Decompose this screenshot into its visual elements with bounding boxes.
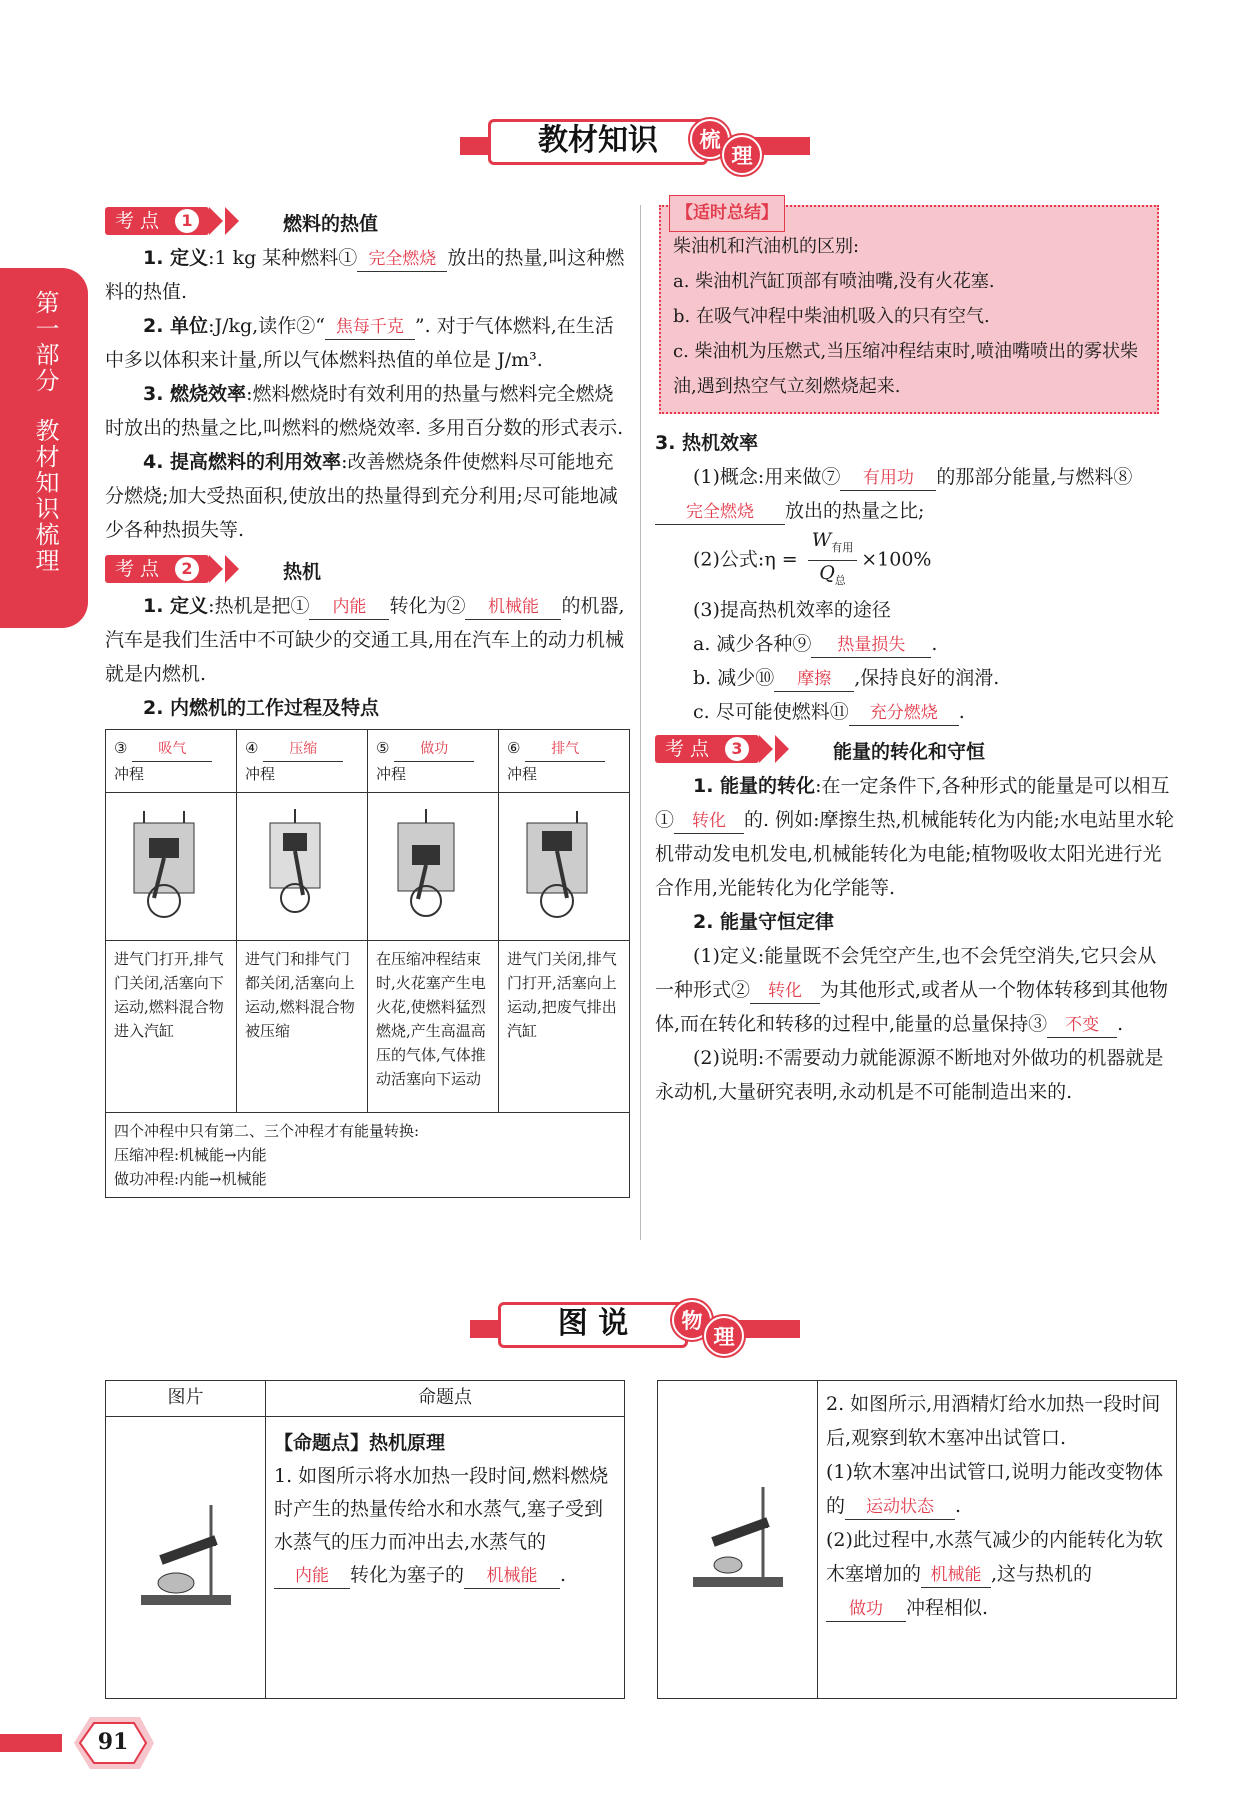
summary-line: b. 在吸气冲程中柴油机吸入的只有空气. bbox=[673, 306, 990, 327]
paragraph: 3. 燃烧效率:燃料燃烧时有效利用的热量与燃料完全燃烧时放出的热量之比,叫燃料的燃烧效率. 多用百分数的形式表示. bbox=[105, 383, 624, 439]
kaodian-number: 1 bbox=[175, 209, 199, 233]
answer: 排气 bbox=[525, 737, 605, 762]
page-number-badge bbox=[60, 1715, 156, 1771]
efficiency-title: 3. 热机效率 bbox=[655, 432, 759, 454]
question-cell bbox=[818, 1381, 1177, 1699]
stroke-cell: ④ 压缩 冲程 bbox=[237, 730, 368, 793]
experiment-image bbox=[658, 1381, 818, 1699]
banner-badge-2: 理 bbox=[704, 1316, 744, 1356]
engine-diagram-exhaust bbox=[499, 793, 630, 941]
tushuo-table-left bbox=[105, 1380, 625, 1699]
sidebar-tab bbox=[0, 268, 88, 628]
summary-box bbox=[659, 205, 1159, 414]
kaodian-label: 考 点 bbox=[105, 207, 209, 235]
answer: 做功 bbox=[394, 737, 474, 762]
engine-diagram-intake bbox=[106, 793, 237, 941]
stroke-desc: 进气门关闭,排气门打开,活塞向上运动,把废气排出汽缸 bbox=[499, 941, 630, 1113]
formula: (2)公式:η = $W_{有用}$ $Q_总$ ×100% bbox=[693, 529, 932, 587]
answer: 做功 bbox=[826, 1597, 906, 1622]
question-2-2: (2)此过程中,水蒸气减少的内能转化为软木塞增加的 机械能 ,这与热机的做功 冲程相似. bbox=[826, 1523, 1168, 1625]
right-column bbox=[655, 205, 1175, 1109]
sidebar-part: 第一部分 bbox=[31, 290, 59, 394]
answer: 完全燃烧 bbox=[655, 500, 785, 525]
answer: 充分燃烧 bbox=[849, 701, 959, 726]
paragraph: 2. 内燃机的工作过程及特点 bbox=[143, 697, 380, 719]
column-divider bbox=[640, 205, 641, 1240]
kaodian-2-header bbox=[105, 553, 630, 589]
stroke-cell: ③ 吸气 冲程 bbox=[106, 730, 237, 793]
paragraph: 2. 单位:J/kg,读作②“ 焦每千克 ”. 对于气体燃料,在生活中多以体积来计量,所以气体燃料热值的单位是 J/m³. bbox=[105, 315, 614, 371]
answer: 压缩 bbox=[263, 737, 343, 762]
engine-diagram-power bbox=[368, 793, 499, 941]
tushuo-table-right bbox=[657, 1380, 1177, 1699]
banner-title: 教材知识 bbox=[488, 119, 708, 165]
answer: 有用功 bbox=[840, 466, 936, 491]
stroke-desc: 在压缩冲程结束时,火花塞产生电火花,使燃料猛烈燃烧,产生高温高压的气体,气体推动活塞向下运动 bbox=[368, 941, 499, 1113]
answer: 焦每千克 bbox=[325, 315, 415, 340]
answer: 完全燃烧 bbox=[357, 247, 447, 272]
paragraph: (1)定义:能量既不会凭空产生,也不会凭空消失,它只会从一种形式② 转化 为其他形式,或者从一个物体转移到其他物体,而在转化和转移的过程中,能量的总量保持③ 不变 . bbox=[655, 939, 1175, 1041]
banner-tushuo bbox=[470, 1298, 800, 1352]
paragraph: a. 减少各种⑨ 热量损失 . bbox=[655, 627, 1175, 661]
banner-badge-2: 理 bbox=[722, 135, 762, 175]
answer: 转化 bbox=[750, 979, 820, 1004]
answer: 摩擦 bbox=[774, 667, 854, 692]
paragraph: c. 尽可能使燃料⑪ 充分燃烧 . bbox=[655, 695, 1175, 729]
engine-diagram-compression bbox=[237, 793, 368, 941]
question-2: 2. 如图所示,用酒精灯给水加热一段时间后,观察到软木塞冲出试管口. bbox=[826, 1393, 1161, 1449]
paragraph: 2. 能量守恒定律 bbox=[693, 910, 835, 933]
answer: 机械能 bbox=[464, 1564, 560, 1589]
paragraph: (3)提高热机效率的途径 bbox=[693, 598, 891, 621]
kaodian-title: 能量的转化和守恒 bbox=[833, 740, 986, 763]
stroke-desc: 进气门打开,排气门关闭,活塞向下运动,燃料混合物进入汽缸 bbox=[106, 941, 237, 1113]
answer: 热量损失 bbox=[811, 633, 931, 658]
answer: 机械能 bbox=[921, 1563, 991, 1588]
stroke-desc: 进气门和排气门都关闭,活塞向上运动,燃料混合物被压缩 bbox=[237, 941, 368, 1113]
paragraph: 1. 定义:热机是把① 内能 转化为② 机械能 的机器,汽车是我们生活中不可缺少的交通工具,用在汽车上的动力机械就是内燃机. bbox=[105, 595, 625, 685]
stroke-cell: ⑤ 做功 冲程 bbox=[368, 730, 499, 793]
stroke-table bbox=[105, 729, 630, 1198]
kaodian-1-header bbox=[105, 205, 630, 241]
banner-title: 图 说 bbox=[498, 1302, 688, 1348]
question-cell: 【命题点】热机原理 1. 如图所示将水加热一段时间,燃料燃烧时产生的热量传给水和水蒸气,塞子受到水蒸气的压力而冲出去,水蒸气的内能 转化为塞子的 机械能 . bbox=[266, 1417, 625, 1699]
kaodian-title: 热机 bbox=[283, 561, 322, 583]
banner-knowledge bbox=[460, 115, 810, 169]
answer: 机械能 bbox=[465, 595, 561, 620]
summary-line: 柴油机和汽油机的区别: bbox=[673, 236, 860, 257]
answer: 不变 bbox=[1047, 1013, 1117, 1038]
question-2-1: (1)软木塞冲出试管口,说明力能改变物体的 运动状态 . bbox=[826, 1455, 1168, 1523]
page-number-bar bbox=[0, 1734, 62, 1752]
experiment-image bbox=[106, 1417, 266, 1699]
kaodian-label: 考 点 bbox=[655, 735, 759, 763]
answer: 转化 bbox=[674, 809, 744, 834]
sidebar-section: 教材知识梳理 bbox=[31, 418, 59, 574]
kaodian-number: 3 bbox=[725, 737, 749, 761]
kaodian-3-header bbox=[655, 733, 1175, 769]
summary-header: 【适时总结】 bbox=[669, 195, 785, 232]
summary-line: c. 柴油机为压燃式,当压缩冲程结束时,喷油嘴喷出的雾状柴油,遇到热空气立刻燃烧起来. bbox=[673, 341, 1138, 397]
paragraph: (2)说明:不需要动力就能源源不断地对外做功的机器就是永动机,大量研究表明,永动机是不可能制造出来的. bbox=[655, 1046, 1164, 1103]
answer: 内能 bbox=[274, 1564, 350, 1589]
question-1: 1. 如图所示将水加热一段时间,燃料燃烧时产生的热量传给水和水蒸气,塞子受到水蒸气的压力而冲出去,水蒸气的内能 转化为塞子的 机械能 . bbox=[274, 1460, 616, 1592]
left-column bbox=[105, 205, 630, 1198]
answer: 吸气 bbox=[132, 737, 212, 762]
kaodian-number: 2 bbox=[175, 557, 199, 581]
answer: 运动状态 bbox=[845, 1495, 955, 1520]
paragraph: 1. 定义:1 kg 某种燃料① 完全燃烧 放出的热量,叫这种燃料的热值. bbox=[105, 247, 625, 303]
kaodian-label: 考 点 bbox=[105, 555, 209, 583]
kaodian-title: 燃料的热值 bbox=[283, 213, 379, 235]
col-header: 命题点 bbox=[266, 1381, 625, 1417]
banner-badge-1: 梳 bbox=[690, 119, 730, 159]
paragraph: 4. 提高燃料的利用效率:改善燃烧条件使燃料尽可能地充分燃烧;加大受热面积,使放出的热量得到充分利用;尽可能地减少各种热损失等. bbox=[105, 451, 618, 541]
stroke-cell: ⑥ 排气 冲程 bbox=[499, 730, 630, 793]
answer: 内能 bbox=[309, 595, 389, 620]
summary-line: a. 柴油机汽缸顶部有喷油嘴,没有火花塞. bbox=[673, 271, 995, 292]
page-number: 91 bbox=[97, 1729, 129, 1755]
paragraph: (1)概念:用来做⑦ 有用功 的那部分能量,与燃料⑧完全燃烧 放出的热量之比; bbox=[655, 460, 1175, 528]
stroke-note: 四个冲程中只有第二、三个冲程才有能量转换: 压缩冲程:机械能→内能 做功冲程:内能→机械能 bbox=[106, 1113, 630, 1198]
paragraph: 1. 能量的转化:在一定条件下,各种形式的能量是可以相互① 转化 的. 例如:摩擦生热,机械能转化为内能;水电站里水轮机带动发电机发电,机械能转化为电能;植物吸收太阳光进行光合作用,光能转化为化学能等. bbox=[655, 774, 1174, 899]
banner-badge-1: 物 bbox=[672, 1300, 712, 1340]
col-header: 图片 bbox=[106, 1381, 266, 1417]
paragraph: b. 减少⑩ 摩擦 ,保持良好的润滑. bbox=[655, 661, 1175, 695]
